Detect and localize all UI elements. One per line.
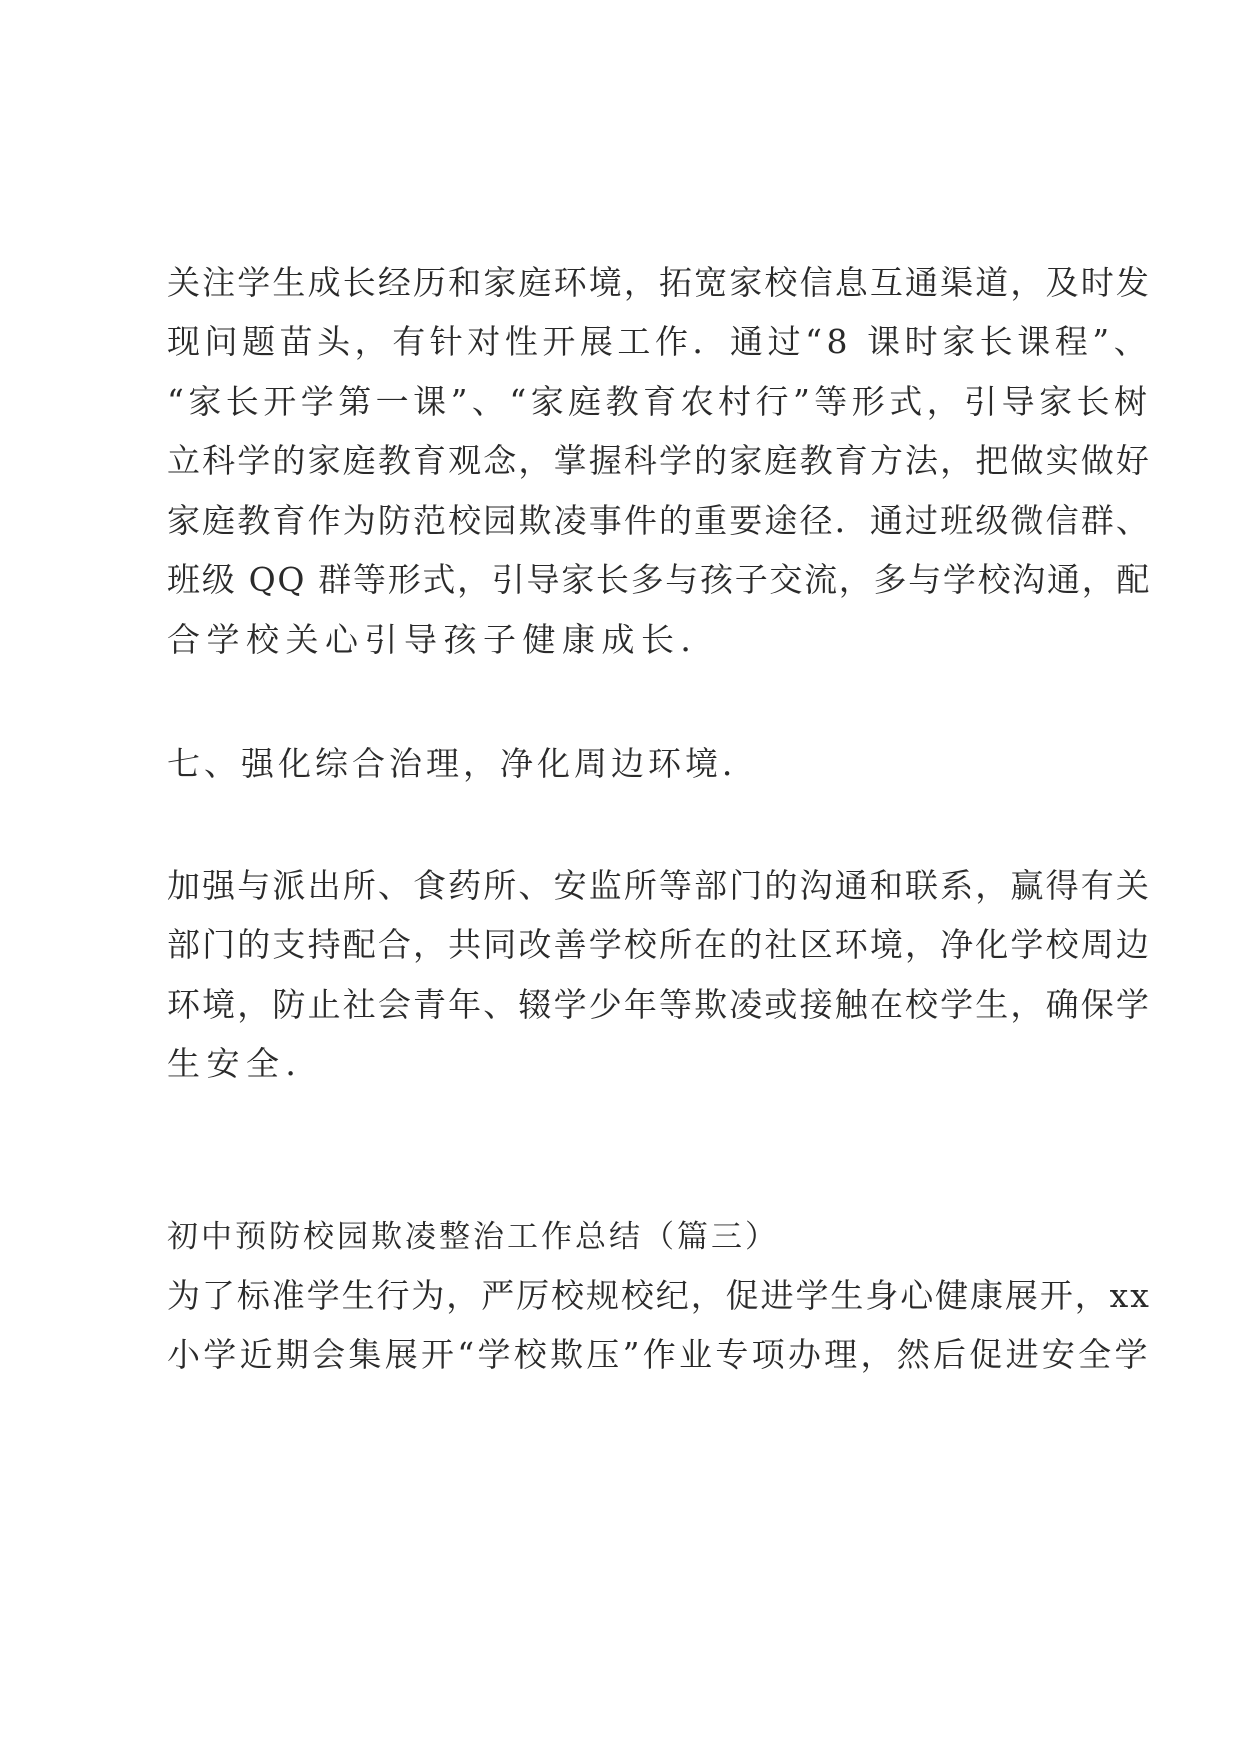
text-line: 合学校关心引导孩子健康成长． xyxy=(167,620,720,659)
text-line: 家庭教育作为防范校园欺凌事件的重要途径．通过班级微信群、 xyxy=(167,501,1151,540)
text-line: 立科学的家庭教育观念，掌握科学的家庭教育方法，把做实做好 xyxy=(167,441,1151,480)
text-line: 现问题苗头，有针对性开展工作．通过“8 课时家长课程”、 xyxy=(167,322,1152,361)
text-line: 生安全． xyxy=(167,1044,325,1083)
article-title: 初中预防校园欺凌整治工作总结（篇三） xyxy=(167,1219,779,1255)
text-line: 为了标准学生行为，严厉校规校纪，促进学生身心健康展开，xx xyxy=(167,1276,1151,1315)
text-line: 关注学生成长经历和家庭环境，拓宽家校信息互通渠道，及时发 xyxy=(167,263,1151,302)
text-line: 加强与派出所、食药所、安监所等部门的沟通和联系，赢得有关 xyxy=(167,866,1151,905)
text-line: 小学近期会集展开“学校欺压”作业专项办理，然后促进安全学 xyxy=(167,1335,1151,1374)
text-line: 部门的支持配合，共同改善学校所在的社区环境，净化学校周边 xyxy=(167,925,1151,964)
text-line: “家长开学第一课”、“家庭教育农村行”等形式，引导家长树 xyxy=(167,382,1152,421)
text-line: 环境，防止社会青年、辍学少年等欺凌或接触在校学生，确保学 xyxy=(167,985,1151,1024)
section-heading: 七、强化综合治理，净化周边环境． xyxy=(167,744,759,783)
text-line: 班级 QQ 群等形式，引导家长多与孩子交流，多与学校沟通，配 xyxy=(167,560,1152,599)
